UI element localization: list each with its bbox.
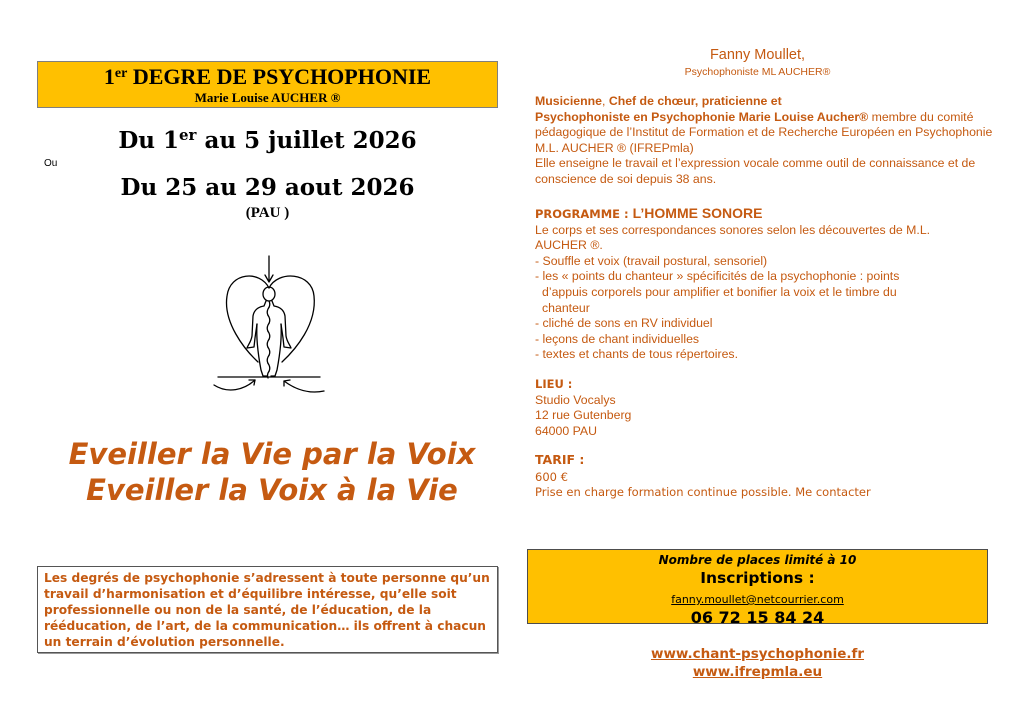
motto-line-1: Eveiller la Vie par la Voix xyxy=(68,437,476,471)
bio-section xyxy=(535,94,995,188)
tarif-section xyxy=(535,452,995,501)
programme-title: L’HOMME SONORE xyxy=(632,205,763,221)
programme-label: PROGRAMME : xyxy=(535,207,633,221)
title-number: 1 xyxy=(103,64,115,89)
programme-item: - Souffle et voix (travail postural, sensoriel) xyxy=(535,253,768,268)
website-link-2-wrap xyxy=(527,663,988,681)
lieu-line: 12 rue Gutenberg xyxy=(535,408,632,423)
title-superscript: er xyxy=(114,66,128,81)
programme-item-cont: d’appuis corporels pour amplifier et bonifier la voix et le timbre du xyxy=(542,284,897,299)
author-name: Fanny Moullet, xyxy=(709,47,806,63)
programme-item: - leçons de chant individuelles xyxy=(535,331,700,346)
place-label: (PAU ) xyxy=(245,205,290,221)
description-text: Les degrés de psychophonie s’adressent à toute personne qu’un travail d’harmonisation et d’équilibre intéresse, qu’elle soit professionnelle ou non de la santé, de l’éducation, de la rééducation, de l’art, de la communication… ils offrent à chacun un terrain d’évolution personnelle. xyxy=(44,571,490,649)
tarif-price: 600 € xyxy=(535,469,568,484)
tarif-label: TARIF : xyxy=(535,452,585,467)
page-subtitle: Marie Louise AUCHER ® xyxy=(194,90,341,105)
places-limit: Nombre de places limité à 10 xyxy=(658,553,857,567)
heart-figure-icon xyxy=(208,244,334,396)
bio-bold-psychophoniste: Psychophoniste en Psychophonie Marie Louise Aucher® xyxy=(535,109,869,124)
date-first xyxy=(37,124,498,158)
website-link-1-wrap xyxy=(527,645,988,663)
programme-item-cont: chanteur xyxy=(542,300,590,315)
programme-item: - les « points du chanteur » spécificités de la psychophonie : points xyxy=(535,269,900,284)
page-title xyxy=(38,64,497,90)
programme-intro: Le corps et ses correspondances sonores selon les découvertes de M.L. AUCHER ®. xyxy=(535,222,931,253)
title-text: DEGRE DE PSYCHOPHONIE xyxy=(127,64,432,89)
programme-heading xyxy=(535,206,995,223)
bio-text-membre: membre du comité pédagogique de l’Institut de Formation et de Recherche Européen en Psychophonie M.L. AUCHER ® (IFREPmla) xyxy=(535,109,993,155)
motto-line-2: Eveiller la Voix à la Vie xyxy=(86,473,458,507)
bio-separator: , xyxy=(601,94,609,108)
programme-item: - cliché de sons en RV individuel xyxy=(535,316,713,331)
or-label: Ou xyxy=(44,158,58,169)
lieu-line: 64000 PAU xyxy=(535,423,597,438)
programme-item: - textes et chants de tous répertoires. xyxy=(535,347,739,362)
bio-bold-musicienne: Musicienne xyxy=(535,94,602,108)
description-box xyxy=(37,566,498,653)
author-role: Psychophoniste ML AUCHER® xyxy=(684,66,831,78)
website-link-ifrepmla[interactable]: www.ifrepmla.eu xyxy=(692,664,823,680)
lieu-line: Studio Vocalys xyxy=(535,392,616,407)
date-second: Du 25 au 29 aout 2026 xyxy=(120,174,415,201)
programme-section xyxy=(535,206,995,363)
lieu-section xyxy=(535,377,995,439)
phone-number: 06 72 15 84 24 xyxy=(690,608,825,627)
lieu-label: LIEU : xyxy=(535,377,573,391)
date-first-sup: er xyxy=(179,126,197,144)
inscriptions-title: Inscriptions : xyxy=(700,569,815,587)
title-box xyxy=(37,61,498,108)
bio-bold-chef: Chef de chœur, praticienne et xyxy=(608,94,782,108)
inscriptions-box xyxy=(527,549,988,627)
bio-text-enseigne: Elle enseigne le travail et l’expression vocale comme outil de connaissance et de conscience de soi depuis 38 ans. xyxy=(535,156,976,186)
website-link-chant-psychophonie[interactable]: www.chant-psychophonie.fr xyxy=(650,646,865,662)
tarif-note: Prise en charge formation continue possible. Me contacter xyxy=(535,485,871,500)
email-link[interactable]: fanny.moullet@netcourrier.com xyxy=(671,593,844,606)
date-first-prefix: Du 1 xyxy=(118,127,180,154)
date-first-suffix: au 5 juillet 2026 xyxy=(196,127,417,154)
